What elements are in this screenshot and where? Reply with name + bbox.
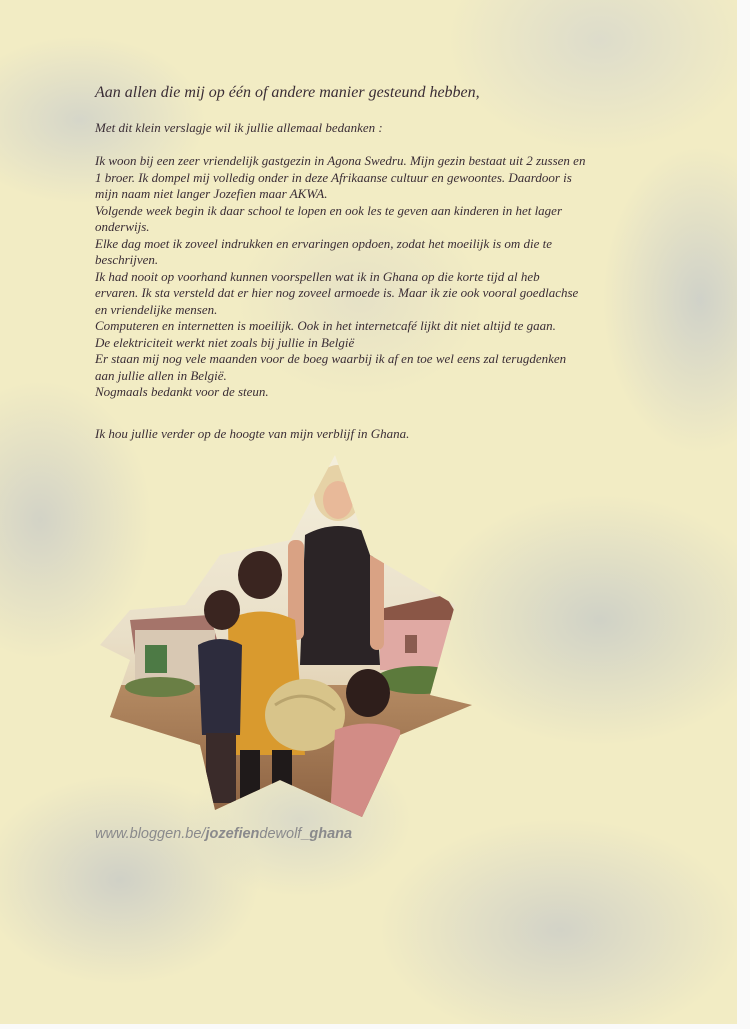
letter-greeting: Aan allen die mij op één of andere manier gesteund hebben, — [95, 84, 480, 101]
body-line: Ik had nooit op voorhand kunnen voorspellen wat ik in Ghana op die korte tijd al heb — [95, 268, 540, 284]
body-line: Elke dag moet ik zoveel indrukken en ervaringen opdoen, zodat het moeilijk is om die te — [95, 235, 553, 251]
blog-url-link[interactable]: www.bloggen.be/jozefiendewolf_ghana — [95, 826, 353, 842]
body-line: 1 broer. Ik dompel mij volledig onder in deze Afrikaanse cultuur en gewoontes. Daardoor is — [95, 169, 572, 185]
body-line: Er staan mij nog vele maanden voor de boeg waarbij ik af en toe wel eens zal terugdenken — [95, 351, 567, 366]
body-line: Nogmaals bedankt voor de steun. — [95, 384, 269, 399]
letter-intro: Met dit klein verslagje wil ik jullie allemaal bedanken : — [95, 120, 383, 135]
letter-closing: Ik hou jullie verder op de hoogte van mijn verblijf in Ghana. — [95, 426, 410, 441]
body-line: aan jullie allen in België. — [95, 367, 227, 383]
body-line: beschrijven. — [95, 252, 159, 267]
body-line: Computeren en internetten is moeilijk. Ook in het internetcafé lijkt dit niet altijd te gaan. — [95, 318, 556, 333]
scan-margin-bottom — [0, 1024, 750, 1029]
body-line: ervaren. Ik sta versteld dat er hier nog zoveel armoede is. Maar ik zie ook vooral goedlachse — [95, 285, 579, 300]
body-line: en vriendelijke mensen. — [95, 301, 218, 317]
body-line: Ik woon bij een zeer vriendelijk gastgezin in Agona Swedru. Mijn gezin bestaat uit 2 zussen en — [95, 153, 586, 168]
body-line: De elektriciteit werkt niet zoals bij jullie in België — [95, 334, 355, 350]
letter-body — [95, 153, 675, 401]
scan-margin-right — [737, 0, 750, 1029]
body-line: mijn naam niet langer Jozefien maar AKWA. — [95, 186, 328, 201]
star-photo — [100, 455, 475, 817]
body-line: onderwijs. — [95, 219, 150, 234]
body-line: Volgende week begin ik daar school te lopen en ook les te geven aan kinderen in het lager — [95, 202, 563, 218]
